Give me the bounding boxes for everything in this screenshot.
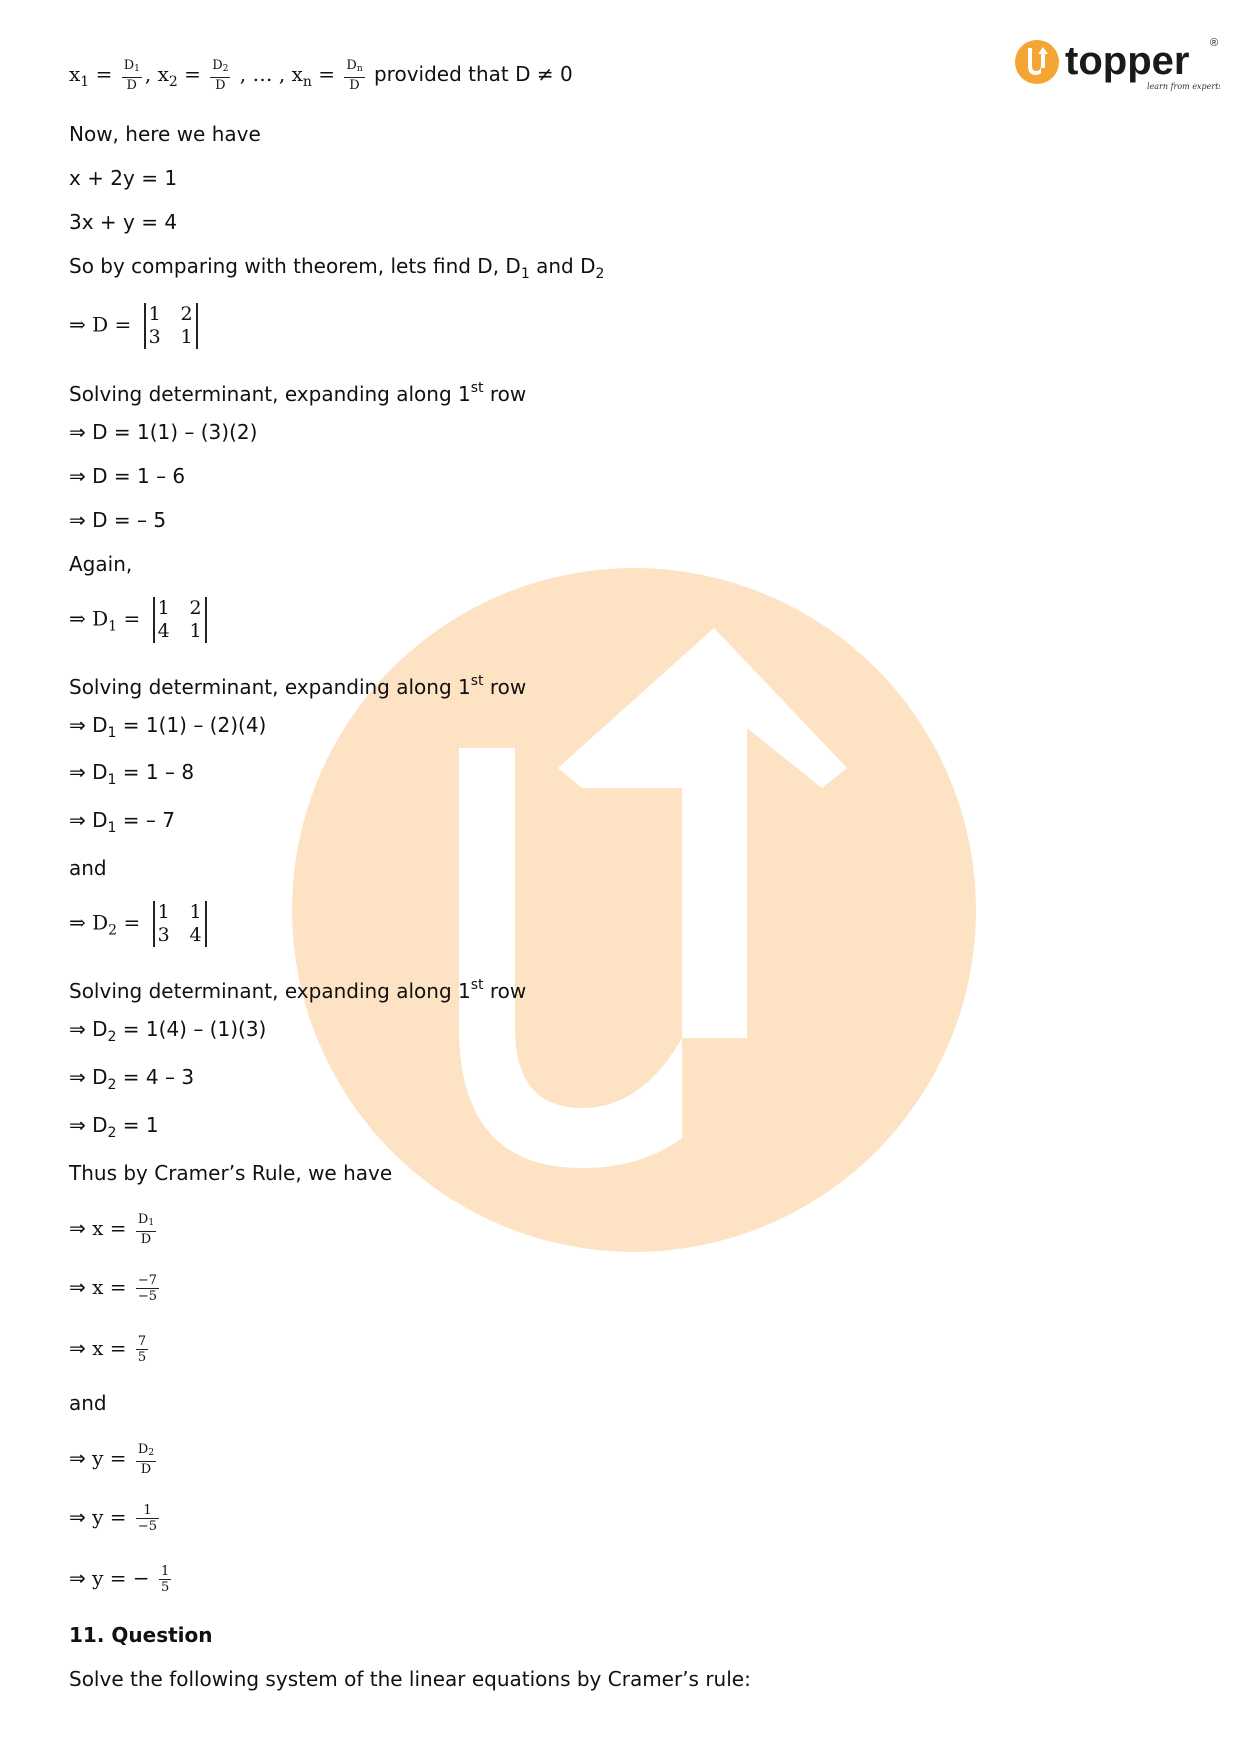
step-line: ⇒ $D_1 = 1 - 8$ [69, 760, 195, 788]
step-line: ⇒ $D_2 = 4 - 3$ [69, 1065, 195, 1093]
equation-1: x + 2y = 1 [69, 166, 178, 190]
text-line: and [69, 856, 107, 880]
x-result: ⇒ x = $\frac{7}{5}$ [69, 1334, 147, 1365]
determinant-D2: ⇒ $D_2$ = 1 1 3 4 [69, 901, 207, 947]
determinant-D1: ⇒ $D_1$ = 1 2 4 1 [69, 597, 207, 643]
step-line: ⇒ D = 1(1) – (3)(2) [69, 420, 258, 444]
text-line: Solving determinant, expanding along 1st row [69, 673, 527, 699]
question-heading: 11. Question [69, 1623, 213, 1647]
text-line: Solving determinant, expanding along 1st row [69, 380, 527, 406]
text-line: Thus by Cramer’s Rule, we have [69, 1161, 393, 1185]
determinant-D: ⇒ D = 1 2 3 1 [69, 303, 198, 349]
step-line: ⇒ $D_2 = 1(4) - (1)(3)$ [69, 1017, 267, 1045]
svg-text:®: ® [1210, 37, 1219, 49]
svg-text:topper: topper [1065, 39, 1190, 83]
y-result: ⇒ y = − $\frac{1}{5}$ [69, 1564, 170, 1595]
step-line: ⇒ $D_1$ = – 7 [69, 808, 175, 836]
y-step: ⇒ y = $\frac{1}{-5}$ [69, 1503, 158, 1534]
text-line: and [69, 1391, 107, 1415]
text-line: Solving determinant, expanding along 1st row [69, 977, 527, 1003]
svg-text:learn from experts: learn from experts [1147, 82, 1220, 91]
topper-logo [1015, 34, 1220, 96]
step-line: ⇒ $D_2 = 1$ [69, 1113, 159, 1141]
text-line: Again, [69, 552, 133, 576]
y-step: ⇒ y = $\frac{D_2}{D}$ [69, 1442, 155, 1477]
x-step: ⇒ x = $\frac{-7}{-5}$ [69, 1273, 158, 1304]
cramer-theorem-line: $x_1$ = $\frac{D_1}{D}$ , $x_2$ = $\frac{D_2}{D}$ , … , $x_n$ = $\frac{D_n}{D}$ provided that D ≠ 0 [69, 58, 573, 93]
step-line: ⇒ D = – 5 [69, 508, 167, 532]
text-line: So by comparing with theorem, lets find D, $D_1$ and $D_2$ [69, 254, 605, 282]
step-line: ⇒ D = 1 – 6 [69, 464, 186, 488]
step-line: ⇒ $D_1 = 1(1) - (2)(4)$ [69, 713, 267, 741]
x-step: ⇒ x = $\frac{D_1}{D}$ [69, 1212, 155, 1247]
text-line: Now, here we have [69, 122, 261, 146]
question-text: Solve the following system of the linear equations by Cramer’s rule: [69, 1667, 751, 1691]
equation-2: 3x + y = 4 [69, 210, 178, 234]
